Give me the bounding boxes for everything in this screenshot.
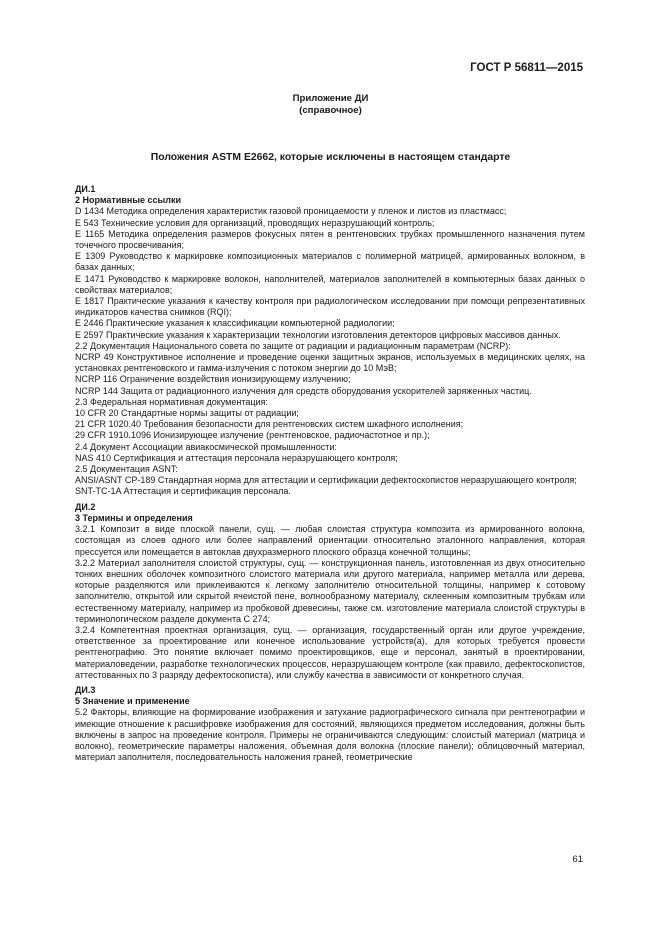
paragraph: NCRP 144 Защита от радиационного излучения для средств оборудования ускорителей заряженных частиц. (75, 385, 532, 396)
paragraph: NAS 410 Сертификация и аттестация персонала неразрушающего контроля; (75, 452, 398, 463)
paragraph: SNT-TC-1A Аттестация и сертификация персонала. (75, 486, 291, 497)
appendix-heading (0, 93, 661, 117)
paragraph: E 1309 Руководство к маркировке композиционных материалов с полимерной матрицей, армированных волокном, в базах данных; (75, 251, 585, 273)
paragraph: 2.2 Документация Национального совета по защите от радиации и радиационным параметрам (NCRP): (75, 340, 511, 351)
paragraph: 29 CFR 1910.1096 Ионизирующее излучение (рентгеновское, радиочастотное и пр.); (75, 430, 430, 441)
page-number: 61 (572, 854, 583, 865)
paragraph: 5.2 Факторы, влияющие на формирование изображения и затухание радиографического сигнала при рентгенографии и имеющие отношение к расшифровке изображения для состояний, являющихся предметом исследования, должны быть включены в запрос на проведение контроля. Примеры не ограничиваются следующим: слоистый материал (матрица и волокно), геометрические параметры наложения, объемная доля волокна (плоские панели); облицовочный материал, материал заполнителя, последовательность наложения граней, геометрические (75, 707, 585, 763)
document-body (75, 180, 585, 763)
paragraph: 10 CFR 20 Стандартные нормы защиты от радиации; (75, 408, 299, 419)
section-label: ДИ.3 (75, 684, 96, 695)
paragraph: E 1471 Руководство к маркировке волокон, наполнителей, материалов заполнителей в компьютерных базах данных о свойствах материалов; (75, 273, 585, 295)
paragraph: D 1434 Методика определения характеристик газовой проницаемости у пленок и листов из пластмасс; (75, 206, 507, 217)
appendix-title: Приложение ДИ (292, 93, 369, 104)
paragraph: NCRP 116 Ограничение воздействия ионизирующему излучению; (75, 374, 351, 385)
paragraph: NCRP 49 Конструктивное исполнение и проведение оценки защитных экранов, используемых в медицинских целях, на установках рентгеновского и гамма-излучения с потоком энергии до 10 МэВ; (75, 352, 585, 374)
paragraph: 3.2.1 Композит в виде плоской панели, сущ. — любая слоистая структура композита из армированного волокна, состоящая из слоев одного или более направлений ориентации относительно эталонного направления, которая прессуется или помещается в автоклав двухразмерного плоского образца конечной толщины; (75, 524, 585, 557)
section-label: ДИ.1 (75, 184, 96, 194)
paragraph: 3.2.2 Материал заполнителя слоистой структуры, сущ. — конструкционная панель, изготовленная из двух относительно тонких внешних оболочек композитного слоистого материала или другого материала, например металла или дерева, которые разделяются или приклеиваются к легкому заполнителю относительной толщины, например к сотовому заполнителю, открытой или скрытой ячеистой пене, волнообразному материалу, склеенным композитным трубкам или естественному материалу, например из пробковой древесины, также см. изготовление материала слоистой структуры в терминологическом разделе документа С 274; (75, 557, 585, 624)
paragraph: 3.2.4 Компетентная проектная организация, сущ. — организация, государственный орган или другое учреждение, ответственное за проектирование или конечное использование устройств(а), для которых требуется провести рентгенографию. Это понятие включает помимо проектировщиков, еще и персонал, занятый в проектировании, материаловедении, разработке технологических процессов, неразрушающем контроле (как правило, дефектоскопистов, аттестованных по 3 разряду дефектоскописта), или службу качества в зависимости от конкретного случая. (75, 624, 585, 680)
paragraph: ANSI/ASNT CP-189 Стандартная норма для аттестации и сертификации дефектоскопистов неразрушающего контроля; (75, 475, 577, 486)
standard-number: ГОСТ Р 56811—2015 (470, 62, 583, 74)
paragraph: 2.4 Документ Ассоциации авиакосмической промышленности: (75, 441, 337, 452)
paragraph: E 2597 Практические указания к характеризации технологии изготовления детекторов цифровых массивов данных. (75, 329, 561, 340)
appendix-subtitle: (справочное) (299, 105, 362, 116)
paragraph: 2.5 Документация ASNT: (75, 464, 178, 475)
document-title: Положения ASTM E2662, которые исключены в настоящем стандарте (150, 152, 511, 163)
paragraph: 2.3 Федеральная нормативная документация: (75, 396, 268, 407)
section-heading: 2 Нормативные ссылки (75, 195, 181, 206)
paragraph: E 1817 Практические указания к качеству контроля при радиологическом исследовании при помощи репрезентативных индикаторов качества снимков (RQI); (75, 296, 585, 318)
paragraph: 21 CFR 1020.40 Требования безопасности для рентгеновских систем шкафного исполнения; (75, 419, 464, 430)
section-label: ДИ.2 (75, 501, 96, 512)
paragraph: E 543 Технические условия для организаций, проводящих неразрушающий контроль; (75, 217, 435, 228)
paragraph: E 2446 Практические указания к классификации компьютерной радиологии; (75, 318, 395, 329)
paragraph: E 1165 Методика определения размеров фокусных пятен в рентгеновских трубках промышленного назначения путем точечного просвечивания; (75, 228, 585, 251)
section-heading: 3 Термины и определения (75, 512, 193, 523)
section-heading: 5 Значение и применение (75, 696, 190, 707)
